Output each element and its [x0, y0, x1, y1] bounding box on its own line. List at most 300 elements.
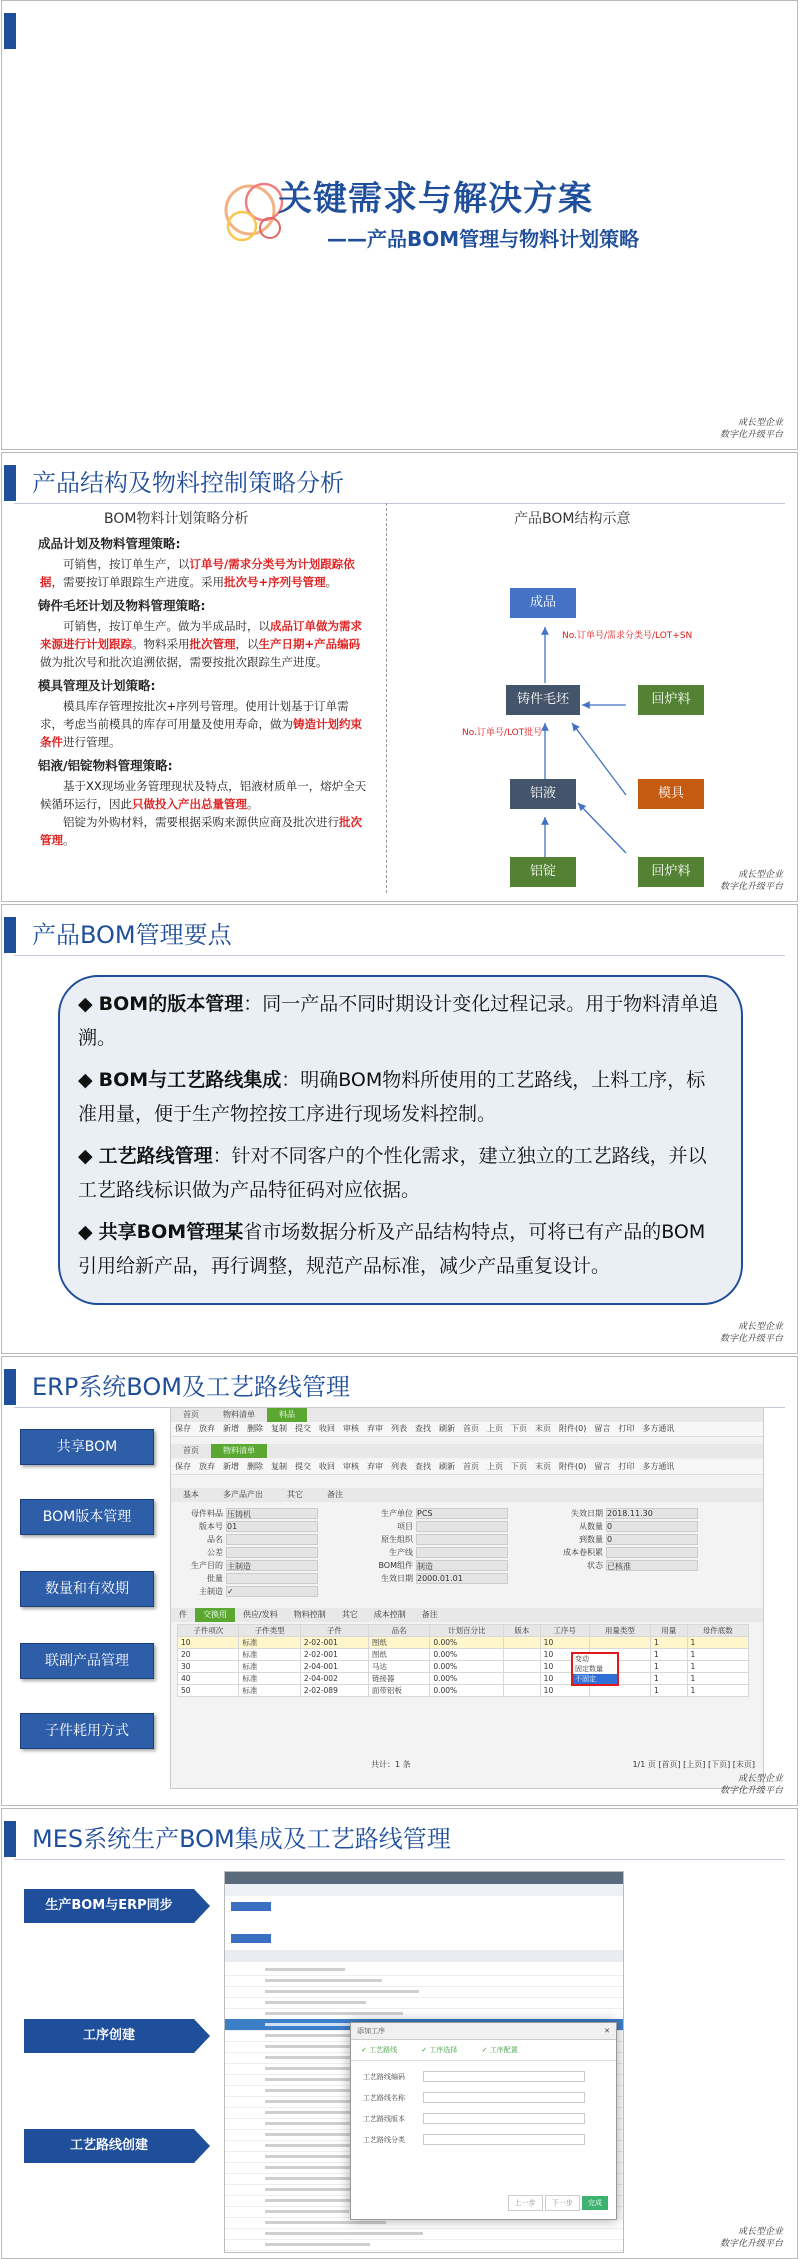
grid-tab[interactable]: 物料控制	[293, 1610, 326, 1619]
table-cell: 2-02-001	[300, 1637, 368, 1649]
prev-button[interactable]: 上一步	[508, 2195, 543, 2211]
tab-home[interactable]: 首页	[183, 1410, 199, 1419]
tab-item[interactable]: 料品	[267, 1408, 307, 1422]
table-cell: 图纸	[368, 1637, 429, 1649]
field-label: 从数量	[579, 1522, 603, 1531]
toolbar-button[interactable]: 多方通讯	[642, 1424, 675, 1433]
field-input[interactable]: 0	[606, 1534, 698, 1545]
toolbar-button[interactable]: 末页	[535, 1462, 551, 1471]
field-label: 主制造	[199, 1587, 223, 1596]
erp-inner-tabs	[171, 1488, 763, 1502]
dialog-buttons	[508, 2195, 608, 2211]
toolbar-button[interactable]: 首页	[463, 1462, 479, 1471]
row-placeholder-text	[265, 2210, 349, 2213]
column-header: 用量类型	[589, 1625, 650, 1637]
bom-erp-sync-button[interactable]: 生产BOM与ERP同步	[24, 1889, 194, 1923]
form-field	[181, 1521, 318, 1531]
erp-toolbar	[171, 1460, 763, 1475]
key-point-title: BOM的版本管理	[98, 993, 244, 1015]
field-label: 状态	[587, 1561, 603, 1570]
table-cell: 1	[687, 1685, 748, 1697]
key-point-title: 共享BOM管理某	[98, 1221, 244, 1243]
slide-accent-bar	[4, 1369, 16, 1405]
key-point: ◆ 工艺路线管理：针对不同客户的个性化需求，建立独立的工艺路线，并以工艺路线标识做为产品特征码对应依据。	[78, 1145, 707, 1201]
field-input[interactable]: 0	[606, 1521, 698, 1532]
toolbar-button[interactable]: 复制	[271, 1462, 287, 1471]
dropdown-option[interactable]: 不固定	[573, 1674, 617, 1684]
erp-window	[170, 1407, 764, 1789]
dialog-field-input[interactable]	[423, 2134, 585, 2145]
dropdown-option[interactable]: 变动	[575, 1655, 589, 1663]
toolbar-button[interactable]: 查找	[415, 1462, 431, 1471]
form-field	[181, 1547, 318, 1557]
grid-tab[interactable]: 成本控制	[373, 1610, 406, 1619]
node-aluminum-ingot: 铝锭	[510, 857, 576, 887]
mes-window	[224, 1871, 624, 2253]
form-field	[561, 1508, 698, 1518]
dialog-field-input[interactable]	[423, 2092, 585, 2103]
slide-bom-management	[1, 904, 798, 1354]
toolbar-button[interactable]: 附件(0)	[559, 1462, 587, 1471]
form-field	[371, 1508, 508, 1518]
toolbar-button[interactable]: 复制	[271, 1424, 287, 1433]
dialog-header	[351, 2023, 616, 2040]
tab-basic[interactable]: 基本	[183, 1490, 199, 1499]
brand-line2: 数字化升级平台	[719, 1786, 783, 1796]
table-cell: 标准	[239, 1661, 300, 1673]
form-field	[181, 1586, 318, 1596]
table-cell: 2-02-001	[300, 1649, 368, 1661]
field-label: 母件料品	[191, 1509, 223, 1518]
strategy-paragraph	[40, 697, 370, 751]
tab-other[interactable]: 其它	[287, 1490, 303, 1499]
dialog-field-label: 工艺路线分类	[363, 2135, 405, 2144]
table-cell	[504, 1649, 541, 1661]
dialog-field	[363, 2092, 604, 2103]
table-cell	[504, 1661, 541, 1673]
operation-create-button[interactable]: 工序创建	[24, 2019, 194, 2053]
toolbar-button[interactable]: 提交	[295, 1424, 311, 1433]
toolbar-button[interactable]: 收回	[319, 1424, 335, 1433]
finish-button[interactable]: 完成	[582, 2196, 608, 2210]
table-cell: 10	[540, 1661, 589, 1673]
slide-erp-bom	[1, 1356, 798, 1806]
table-cell: 马达	[368, 1661, 429, 1673]
strategy-text-run: 批次管理	[40, 815, 362, 847]
table-cell: 0.00%	[430, 1673, 504, 1685]
field-input[interactable]	[226, 1547, 318, 1558]
brand-footer	[720, 1321, 783, 1345]
row-placeholder-text	[265, 2221, 386, 2224]
column-header: 子件项次	[178, 1625, 239, 1637]
table-cell: 1	[651, 1661, 688, 1673]
strategy-paragraph	[40, 555, 370, 591]
toolbar-button[interactable]: 列表	[391, 1462, 407, 1471]
field-input[interactable]: 制造	[416, 1560, 508, 1571]
strategy-paragraph	[40, 777, 370, 813]
row-placeholder-text	[265, 2001, 366, 2004]
mes-table-header	[225, 1950, 623, 1962]
quantity-validity-button[interactable]: 数量和有效期	[20, 1571, 154, 1607]
field-input[interactable]: PCS	[416, 1508, 508, 1519]
field-label: 失效日期	[571, 1509, 603, 1518]
slide-title: ERP系统BOM及工艺路线管理	[32, 1373, 350, 1401]
row-placeholder-text	[265, 2012, 403, 2015]
slide-structure-analysis	[1, 452, 798, 902]
field-label: 生产线	[389, 1548, 413, 1557]
table-cell: 10	[540, 1649, 589, 1661]
mes-subheader	[225, 1884, 623, 1896]
strategy-text-run: ，需要按订单跟踪生产进度。采用	[51, 575, 224, 589]
field-input[interactable]: ✓	[226, 1586, 318, 1597]
tab-home[interactable]: 首页	[183, 1446, 199, 1455]
brand-line1: 成长型企业	[737, 1774, 783, 1784]
toolbar-button[interactable]: 保存	[175, 1424, 191, 1433]
grid-tab[interactable]: 交换用	[195, 1608, 235, 1622]
form-field	[181, 1560, 318, 1570]
toolbar-button[interactable]: 删除	[247, 1424, 263, 1433]
toolbar-button[interactable]: 首页	[463, 1424, 479, 1433]
toolbar-button[interactable]: 下页	[511, 1462, 527, 1471]
row-placeholder-text	[265, 1968, 345, 1971]
table-row[interactable]	[178, 1637, 749, 1649]
dialog-field	[363, 2134, 604, 2145]
table-row[interactable]	[178, 1673, 749, 1685]
tab-remark[interactable]: 备注	[327, 1490, 343, 1499]
field-label: 到数量	[579, 1535, 603, 1544]
toolbar-button[interactable]: 上页	[487, 1462, 503, 1471]
strategy-paragraph	[40, 813, 370, 849]
dialog-steps	[351, 2040, 616, 2061]
column-header: 子件	[300, 1625, 368, 1637]
toolbar-button[interactable]: 弃审	[367, 1424, 383, 1433]
form-field	[371, 1521, 508, 1531]
step-label: 工序选择	[429, 2046, 458, 2054]
toolbar-button[interactable]: 刷新	[439, 1462, 455, 1471]
grid-tab[interactable]: 备注	[421, 1610, 438, 1619]
strategy-text-run: 模具库存管理按批次+序列号管理。使用计划基于订单需求，考虑当前模具的库存可用量及使用寿命，做为	[40, 699, 349, 731]
strategy-text-run: 批次号+序列号管理	[224, 575, 326, 589]
table-cell: 40	[178, 1673, 239, 1685]
column-header: 用量	[651, 1625, 688, 1637]
slide-title	[1, 0, 798, 450]
toolbar-button[interactable]: 审核	[343, 1462, 359, 1471]
row-placeholder-text	[265, 2133, 360, 2136]
strategy-text-run: 批次管理	[189, 637, 236, 651]
field-label: 版本号	[199, 1522, 223, 1531]
table-cell: 1	[687, 1649, 748, 1661]
toolbar-button[interactable]: 刷新	[439, 1424, 455, 1433]
field-label: 品名	[207, 1535, 223, 1544]
field-label: 项目	[397, 1522, 413, 1531]
field-input[interactable]: 2000.01.01	[416, 1573, 508, 1584]
next-button[interactable]: 下一步	[545, 2195, 580, 2211]
usage-type-dropdown[interactable]	[571, 1652, 619, 1686]
table-cell: 1	[687, 1673, 748, 1685]
label-order-lot-sn: No.订单号/需求分类号/LOT+SN	[562, 631, 693, 641]
tab-bom[interactable]: 物料清单	[211, 1444, 267, 1458]
erp-tab-bar	[171, 1408, 763, 1422]
form-field	[371, 1534, 508, 1544]
toolbar-button[interactable]: 新增	[223, 1462, 239, 1471]
erp-sub-tab-bar	[171, 1444, 763, 1458]
field-input[interactable]	[226, 1534, 318, 1545]
brand-line2: 数字化升级平台	[719, 882, 783, 892]
grid-tab[interactable]: 供应/发料	[243, 1610, 278, 1619]
strategy-text-run: 基于XX现场业务管理现状及特点，铝液材质单一，熔炉全天候循环运行，因此	[40, 779, 367, 811]
toolbar-button[interactable]: 下页	[511, 1424, 527, 1433]
brand-footer	[720, 2226, 783, 2250]
strategy-text-run: 生产日期+产品编码	[258, 637, 361, 651]
table-row[interactable]	[178, 1661, 749, 1673]
form-field	[371, 1547, 508, 1557]
table-cell: 链接器	[368, 1673, 429, 1685]
field-label: 成本卷积累	[563, 1548, 603, 1557]
row-placeholder-text	[265, 2023, 350, 2026]
table-cell: 1	[651, 1649, 688, 1661]
column-header: 版本	[504, 1625, 541, 1637]
right-column-header: 产品BOM结构示意	[514, 511, 631, 527]
table-cell: 2-04-001	[300, 1661, 368, 1673]
field-input[interactable]: 01	[226, 1521, 318, 1532]
field-label: 生产目的	[191, 1561, 223, 1570]
dialog-field-input[interactable]	[423, 2113, 585, 2124]
toolbar-button[interactable]: 放弃	[199, 1462, 215, 1471]
strategy-heading: 铸件毛坯计划及物料管理策略:	[38, 598, 206, 613]
brand-line2: 数字化升级平台	[719, 430, 783, 440]
table-cell: 0.00%	[430, 1661, 504, 1673]
grid-tab[interactable]: 其它	[341, 1610, 358, 1619]
row-placeholder-text	[265, 1990, 419, 1993]
field-input[interactable]	[416, 1521, 508, 1532]
dialog-form	[351, 2061, 616, 2165]
brand-footer	[720, 417, 783, 441]
toolbar-button[interactable]: 打印	[618, 1462, 635, 1471]
strategy-text-run: 。	[247, 797, 259, 811]
toolbar-button[interactable]: 收回	[319, 1462, 335, 1471]
strategy-heading: 铝液/铝锭物料管理策略:	[38, 758, 173, 773]
node-liquid-aluminum: 铝液	[510, 779, 576, 809]
node-casting: 铸件毛坯	[506, 685, 580, 715]
table-cell: 标准	[239, 1637, 300, 1649]
form-field	[181, 1508, 318, 1518]
strategy-text-run: 订单号/需求分类号为计划跟踪依据	[40, 557, 355, 589]
table-cell: 面带铝板	[368, 1685, 429, 1697]
table-cell: 0.00%	[430, 1637, 504, 1649]
field-input[interactable]: 主制造	[226, 1560, 318, 1571]
toolbar-button[interactable]: 删除	[247, 1462, 263, 1471]
table-cell	[589, 1685, 650, 1697]
table-row[interactable]	[225, 2239, 623, 2251]
left-column-header: BOM物料计划策略分析	[104, 511, 249, 527]
toolbar-button[interactable]: 末页	[535, 1424, 551, 1433]
table-cell	[504, 1673, 541, 1685]
tab-bom[interactable]: 物料清单	[223, 1410, 255, 1419]
bom-version-button[interactable]: BOM版本管理	[20, 1499, 154, 1535]
grid-pager[interactable]: 1/1 页 [首页] [上页] [下页] [末页]	[632, 1760, 755, 1769]
strategy-text-run: 可销售，按订单生产，以	[63, 557, 190, 571]
strategy-text-run: 。	[325, 575, 338, 589]
toolbar-button[interactable]: 多方通讯	[642, 1462, 675, 1471]
add-button[interactable]	[231, 1902, 271, 1911]
step[interactable]: ✓ 工艺路线	[361, 2046, 398, 2054]
toolbar-button[interactable]: 新增	[223, 1424, 239, 1433]
key-points-box	[58, 975, 743, 1305]
node-mold: 模具	[638, 779, 704, 809]
shared-bom-button[interactable]: 共享BOM	[20, 1429, 154, 1465]
routing-create-button[interactable]: 工艺路线创建	[24, 2129, 194, 2163]
mes-header-bar	[225, 1872, 623, 1884]
table-cell	[504, 1685, 541, 1697]
cover-subtitle: ——产品BOM管理与物料计划策略	[327, 227, 640, 251]
field-input[interactable]	[416, 1547, 508, 1558]
key-point-text: ：同一产品不同时期设计变化过程记录。用于物料清单追溯。	[78, 993, 719, 1049]
key-point-text: ：明确BOM物料所使用的工艺路线，上料工序，标准用量，便于生产物控按工序进行现场发料控制。	[78, 1069, 706, 1125]
toolbar-button[interactable]: 打印	[618, 1424, 635, 1433]
strategy-text-run: 可销售，按订单生产。做为半成品时，以	[63, 619, 270, 633]
component-consumption-button[interactable]: 子件耗用方式	[20, 1713, 154, 1749]
toolbar-button[interactable]: 提交	[295, 1462, 311, 1471]
key-point: ◆ 共享BOM管理某省市场数据分析及产品结构特点，可将已有产品的BOM引用给新产品，再行调整，规范产品标准，减少产品重复设计。	[78, 1221, 706, 1277]
column-header: 母件底数	[687, 1625, 748, 1637]
table-cell: 1	[651, 1673, 688, 1685]
key-point-text: ：针对不同客户的个性化需求，建立独立的工艺路线，并以工艺路线标识做为产品特征码对应依据。	[78, 1145, 707, 1201]
form-field	[561, 1521, 698, 1531]
dropdown-option[interactable]: 固定数量	[575, 1665, 603, 1673]
dialog-field-label: 工艺路线名称	[363, 2093, 405, 2102]
field-input[interactable]: 2018.11.30	[606, 1508, 698, 1519]
tab-multi-output[interactable]: 多产品产出	[223, 1490, 263, 1499]
grid-tab-bar	[171, 1608, 763, 1622]
table-cell: 10	[540, 1685, 589, 1697]
table-cell: 10	[178, 1637, 239, 1649]
table-cell: 30	[178, 1661, 239, 1673]
dialog-title: 添加工序	[357, 2027, 385, 2035]
form-field	[181, 1534, 318, 1544]
strategy-text-run: 只做投入产出总量管理	[132, 797, 247, 811]
row-placeholder-text	[265, 2243, 370, 2246]
key-point-text: 省市场数据分析及产品结构特点，可将已有产品的BOM引用给新产品，再行调整，规范产品标准，减少产品重复设计。	[78, 1221, 706, 1277]
grid-footer: 共计：1 条	[371, 1760, 411, 1769]
table-cell: 标准	[239, 1649, 300, 1661]
field-input[interactable]: 压铸机	[226, 1508, 318, 1519]
brand-line1: 成长型企业	[737, 418, 783, 428]
form-field	[371, 1573, 508, 1583]
field-label: 原生组织	[381, 1535, 413, 1544]
co-product-button[interactable]: 联副产品管理	[20, 1643, 154, 1679]
toolbar-button[interactable]: 保存	[175, 1462, 191, 1471]
table-cell: 图纸	[368, 1649, 429, 1661]
table-cell: 1	[687, 1661, 748, 1673]
strategy-heading: 成品计划及物料管理策略:	[38, 536, 181, 551]
slide-title: 产品BOM管理要点	[32, 921, 232, 949]
strategy-text-run: 。物料采用	[132, 637, 190, 651]
table-cell: 50	[178, 1685, 239, 1697]
table-cell: 0.00%	[430, 1649, 504, 1661]
strategy-text-run: 做为批次号和批次追溯依据，需要按批次跟踪生产进度。	[40, 655, 328, 669]
add-button[interactable]	[231, 1934, 271, 1943]
grid-tab[interactable]: 件	[179, 1610, 187, 1619]
key-point-title: BOM与工艺路线集成	[98, 1069, 282, 1091]
dialog-field	[363, 2071, 604, 2082]
strategy-heading: 模具管理及计划策略:	[38, 678, 156, 693]
table-cell: 10	[540, 1637, 589, 1649]
brand-line1: 成长型企业	[737, 1322, 783, 1332]
close-icon[interactable]: ✕	[604, 2027, 610, 2035]
slide-title: MES系统生产BOM集成及工艺路线管理	[32, 1825, 451, 1853]
table-header-row	[178, 1625, 749, 1637]
table-cell: 20	[178, 1649, 239, 1661]
strategy-text-run: 。	[63, 833, 75, 847]
strategy-paragraph	[40, 617, 370, 671]
table-row[interactable]	[178, 1685, 749, 1697]
slide-mes-bom	[1, 1808, 798, 2259]
column-header: 品名	[368, 1625, 429, 1637]
table-cell	[589, 1637, 650, 1649]
node-remelt-2: 回炉料	[638, 857, 704, 887]
table-cell: 10	[540, 1673, 589, 1685]
strategy-text-run: 成品订单做为需求来源进行计划跟踪	[40, 619, 362, 651]
dialog-field-label: 工艺路线版本	[363, 2114, 405, 2123]
strategy-text-run: 进行管理。	[63, 735, 121, 749]
toolbar-button[interactable]: 留言	[594, 1424, 611, 1433]
step[interactable]: ✓ 工序选择	[421, 2046, 458, 2054]
dialog-field-label: 工艺路线编码	[363, 2072, 405, 2081]
divider	[14, 1859, 785, 1860]
row-placeholder-text	[265, 2232, 423, 2235]
table-cell: 标准	[239, 1673, 300, 1685]
dialog-field-input[interactable]	[423, 2071, 585, 2082]
slide-accent-bar	[4, 13, 16, 49]
field-input[interactable]	[606, 1547, 698, 1558]
toolbar-button[interactable]: 查找	[415, 1424, 431, 1433]
divider	[14, 955, 785, 956]
node-remelt-1: 回炉料	[638, 685, 704, 715]
field-label: 批量	[207, 1574, 223, 1583]
bom-component-table	[177, 1624, 749, 1697]
column-header: 工序号	[540, 1625, 589, 1637]
row-placeholder-text	[265, 2078, 355, 2081]
table-cell: 标准	[239, 1685, 300, 1697]
toolbar-button[interactable]: 上页	[487, 1424, 503, 1433]
field-input[interactable]	[226, 1573, 318, 1584]
toolbar-button[interactable]: 留言	[594, 1462, 611, 1471]
cover-title: 关键需求与解决方案	[278, 179, 593, 219]
table-cell: 2-04-002	[300, 1673, 368, 1685]
slide-accent-bar	[4, 465, 16, 501]
toolbar-button[interactable]: 放弃	[199, 1424, 215, 1433]
field-label: 生产单位	[381, 1509, 413, 1518]
field-input[interactable]: 已核准	[606, 1560, 698, 1571]
table-row[interactable]	[178, 1649, 749, 1661]
toolbar-button[interactable]: 附件(0)	[559, 1424, 587, 1433]
table-cell: 1	[651, 1637, 688, 1649]
toolbar-button[interactable]: 列表	[391, 1424, 407, 1433]
column-header: 计划百分比	[430, 1625, 504, 1637]
form-field	[181, 1573, 318, 1583]
table-cell	[504, 1637, 541, 1649]
field-label: 公差	[207, 1548, 223, 1557]
form-field	[561, 1534, 698, 1544]
bom-diagram-connectors	[392, 513, 792, 893]
brand-footer	[720, 869, 783, 893]
key-point: ◆ BOM与工艺路线集成：明确BOM物料所使用的工艺路线，上料工序，标准用量，便于生产物控按工序进行现场发料控制。	[78, 1069, 706, 1125]
field-input[interactable]	[416, 1534, 508, 1545]
erp-toolbar	[171, 1422, 763, 1437]
step[interactable]: ✓ 工序配置	[481, 2046, 518, 2054]
toolbar-button[interactable]: 审核	[343, 1424, 359, 1433]
toolbar-button[interactable]: 弃审	[367, 1462, 383, 1471]
